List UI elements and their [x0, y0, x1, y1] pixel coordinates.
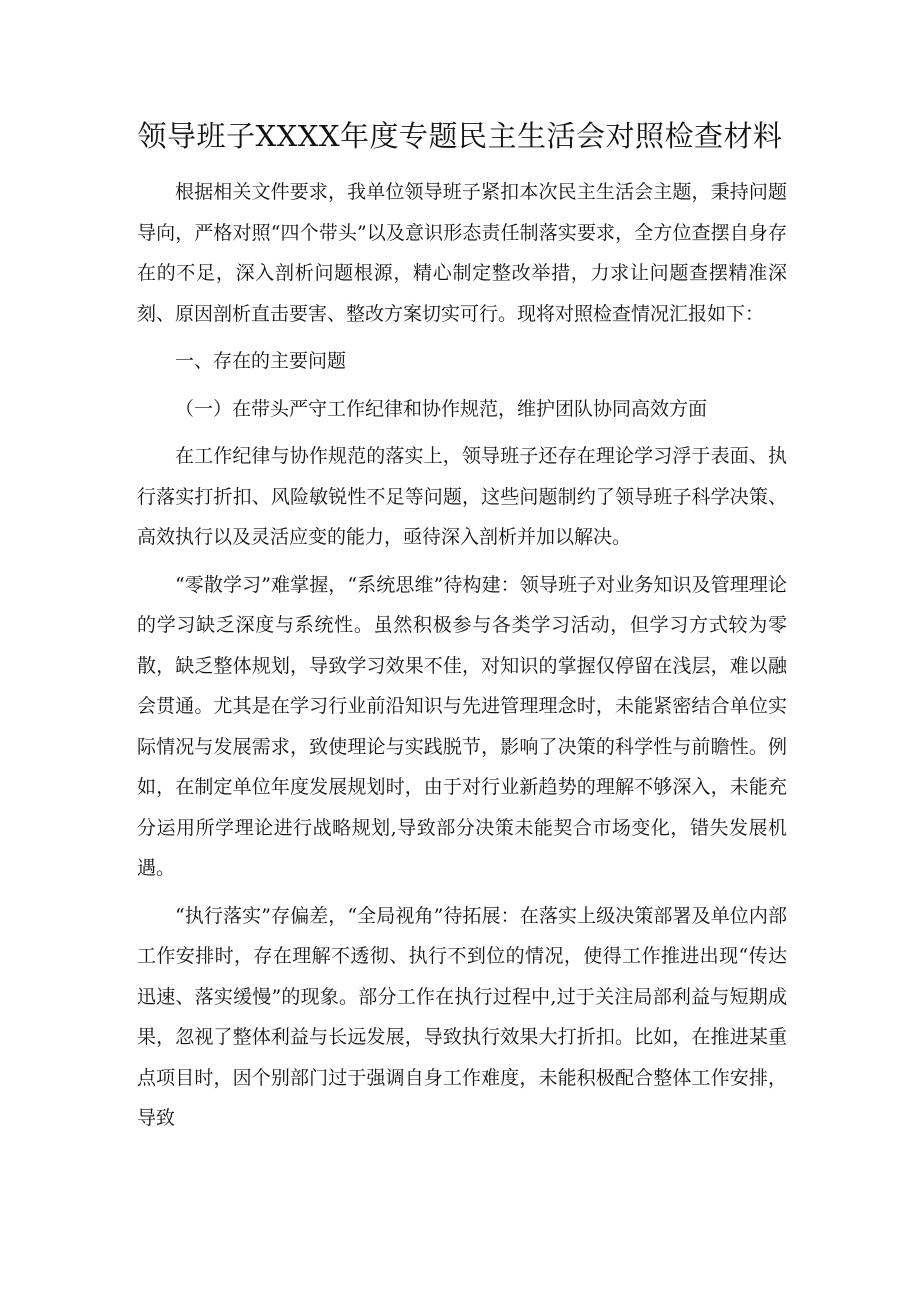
subsection-heading: （一）在带头严守工作纪律和协作规范，维护团队协同高效方面 — [175, 397, 708, 420]
body-paragraph-2: “零散学习”难掌握，“系统思维”待构建：领导班子对业务知识及管理理论的学习缺乏深度与系统性。虽然积极参与各类学习活动，但学习方式较为零散，缺乏整体规划，导致学习效果不佳，对知识的掌握仅停留在浅层，难以融会贯通。尤其是在学习行业前沿知识与先进管理理念时，未能紧密结合单位实际情况与发展需求，致使理论与实践脱节，影响了决策的科学性与前瞻性。例如，在制定单位年度发展规划时，由于对行业新趋势的理解不够深入，未能充分运用所学理论进行战略规划,导致部分决策未能契合市场变化，错失发展机遇。 — [137, 573, 787, 879]
section-heading: 一、存在的主要问题 — [175, 350, 347, 372]
document-body — [137, 172, 787, 1146]
document-title: 领导班子XXXX年度专题民主生活会对照检查材料 — [137, 119, 783, 153]
intro-paragraph: 根据相关文件要求，我单位领导班子紧扣本次民主生活会主题，秉持问题导向，严格对照“四个带头”以及意识形态责任制落实要求，全方位查摆自身存在的不足，深入剖析问题根源，精心制定整改举措，力求让问题查摆精准深刻、原因剖析直击要害、整改方案切实可行。现将对照检查情况汇报如下： — [137, 181, 787, 325]
body-paragraph-3: “执行落实”存偏差，“全局视角”待拓展：在落实上级决策部署及单位内部工作安排时，存在理解不透彻、执行不到位的情况，使得工作推进出现“传达迅速、落实缓慢”的现象。部分工作在执行过程中,过于关注局部利益与短期成果，忽视了整体利益与长远发展，导致执行效果大打折扣。比如，在推进某重点项目时，因个别部门过于强调自身工作难度，未能积极配合整体工作安排，导致 — [137, 904, 787, 1129]
body-paragraph-1: 在工作纪律与协作规范的落实上，领导班子还存在理论学习浮于表面、执行落实打折扣、风险敏锐性不足等问题，这些问题制约了领导班子科学决策、高效执行以及灵活应变的能力，亟待深入剖析并加以解决。 — [137, 445, 787, 548]
